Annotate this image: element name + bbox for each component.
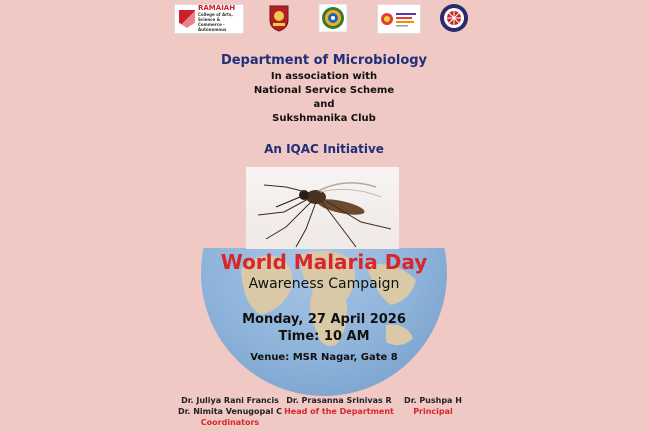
nss-logo: [318, 4, 348, 32]
department-title: Department of Microbiology: [220, 53, 428, 68]
association-line: In association with: [270, 71, 378, 82]
principal-block: [395, 395, 471, 417]
club-line: Sukshmanika Club: [272, 113, 376, 124]
mosquito-icon: [246, 167, 399, 249]
mosquito-photo: [246, 167, 399, 249]
nss-wheel-icon: [318, 4, 348, 32]
iqac-initiative: An IQAC Initiative: [264, 142, 384, 156]
hod-role: Head of the Department: [284, 407, 394, 416]
iqac-badge-icon: [439, 3, 469, 33]
ramaiah-logo-subtitle: College of Arts, Science & Commerce · Autonomous: [198, 12, 233, 32]
club-emblem-icon: [378, 5, 420, 33]
event-venue: Venue: MSR Nagar, Gate 8: [250, 352, 398, 363]
event-time: Time: 10 AM: [278, 329, 370, 344]
iqac-badge-logo: [439, 4, 469, 32]
principal-name: Dr. Pushpa H: [404, 396, 462, 405]
and-line: and: [313, 99, 335, 110]
ramaiah-shield-icon: [179, 10, 195, 28]
ramaiah-logo: [174, 4, 244, 34]
club-logo: [377, 4, 421, 34]
event-title: World Malaria Day: [220, 250, 428, 274]
principal-role: Principal: [413, 407, 453, 416]
coordinator-name-1: Dr. Juliya Rani Francis: [181, 396, 279, 405]
crest-logo: [268, 4, 290, 32]
crest-shield-icon: [268, 4, 290, 32]
event-date: Monday, 27 April 2026: [242, 312, 406, 327]
coordinator-name-2: Dr. Nimita Venugopal C: [177, 407, 283, 416]
hod-name: Dr. Prasanna Srinivas R: [286, 396, 392, 405]
nss-line: National Service Scheme: [253, 85, 395, 96]
ramaiah-logo-name: RAMAIAH: [198, 4, 236, 12]
coordinators-role: Coordinators: [200, 418, 260, 427]
hod-block: [283, 395, 395, 417]
event-subtitle: Awareness Campaign: [248, 276, 400, 292]
coordinators-block: [170, 395, 290, 428]
